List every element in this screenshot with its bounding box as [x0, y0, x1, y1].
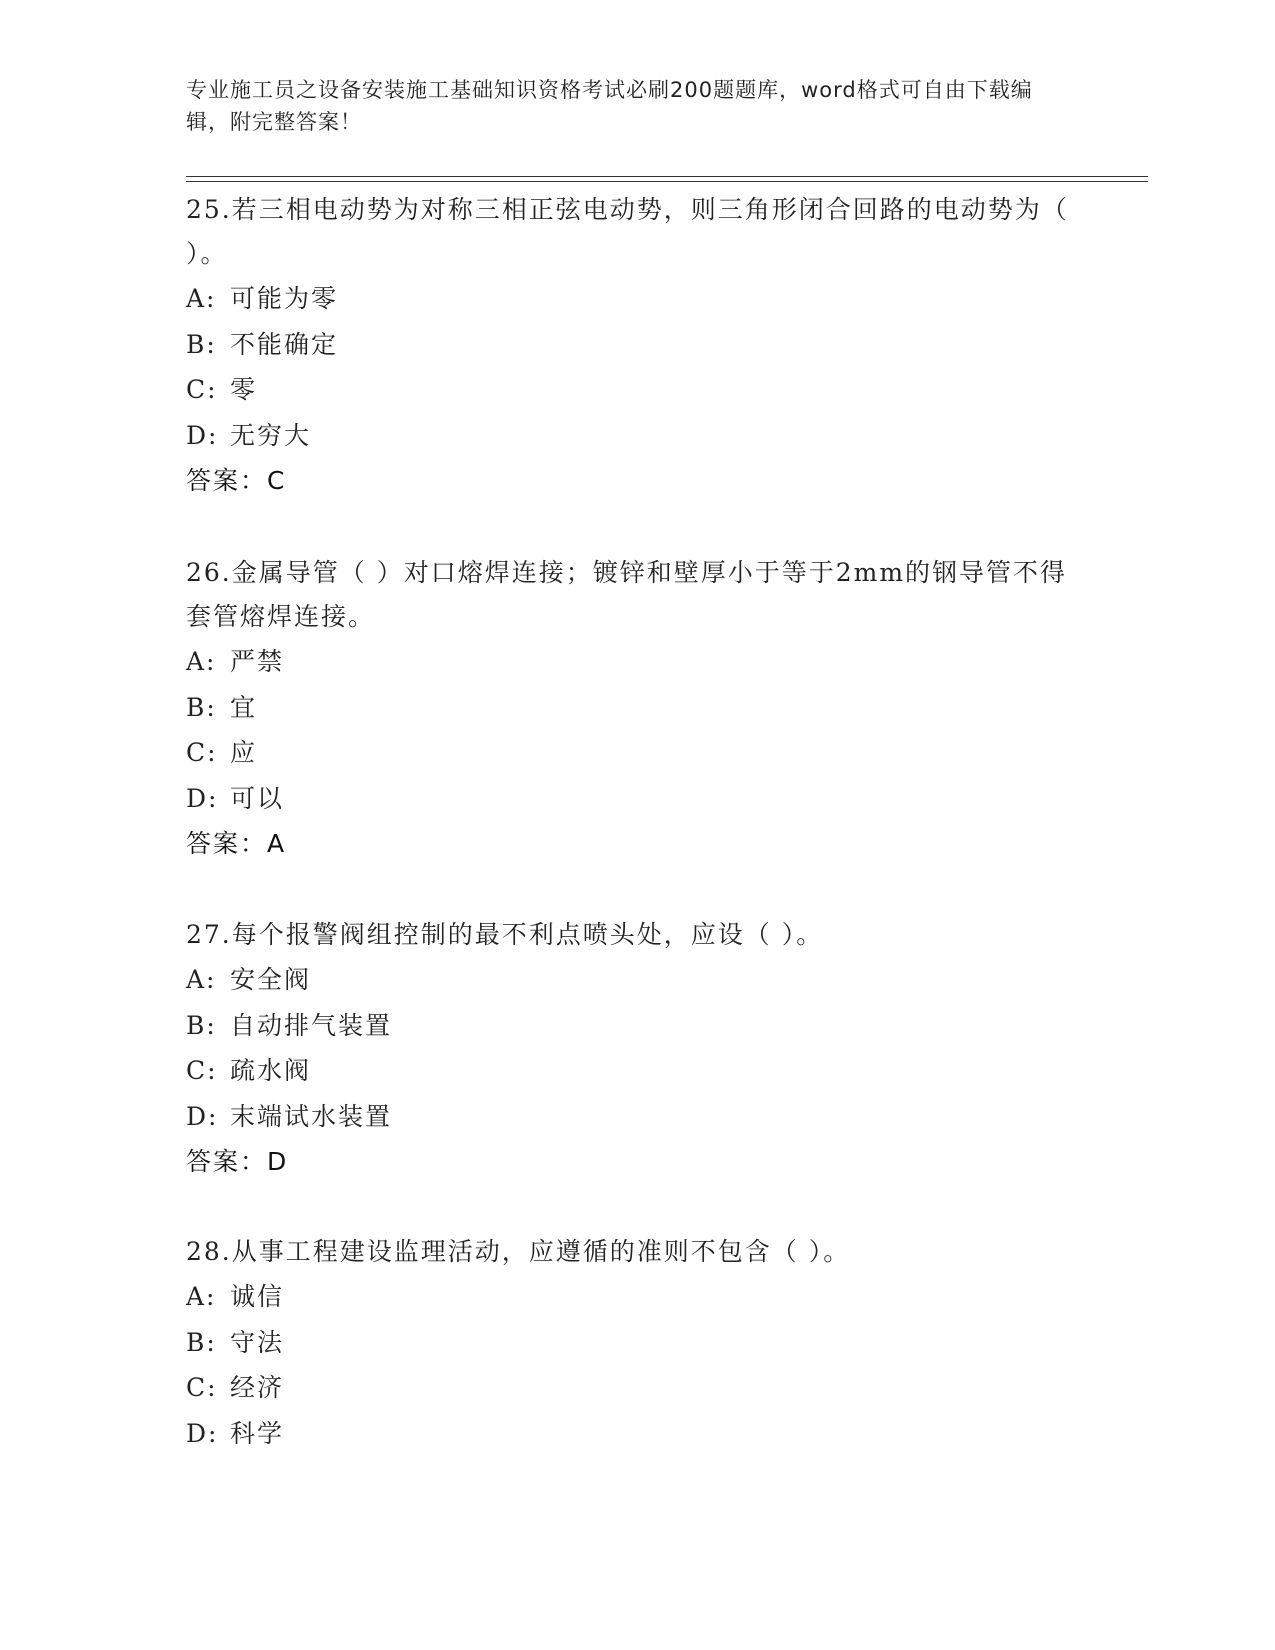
option-text: 科学 — [230, 1418, 285, 1448]
option-letter: C: — [186, 1373, 218, 1402]
option-text: 可以 — [230, 783, 285, 813]
option-text: 守法 — [230, 1327, 285, 1357]
header-divider-top — [186, 176, 1148, 177]
option-text: 严禁 — [230, 647, 285, 676]
option-letter: B: — [186, 1327, 217, 1357]
option-b — [186, 685, 1086, 731]
option-letter: A: — [186, 284, 217, 313]
answer-line: 答案：C — [186, 466, 287, 495]
option-letter: C: — [186, 738, 218, 767]
option-d — [186, 1411, 1086, 1457]
option-text: 末端试水装置 — [230, 1101, 393, 1131]
header-divider-bottom — [186, 181, 1148, 182]
question-stem: 26.金属导管（ ）对口熔焊连接；镀锌和壁厚小于等于2mm的钢导管不得套管熔焊连接。 — [186, 558, 1068, 631]
option-letter: D: — [186, 1418, 219, 1448]
option-letter: D: — [186, 1101, 219, 1131]
option-a — [186, 1274, 1086, 1320]
option-c — [186, 1048, 1086, 1094]
option-letter: A: — [186, 647, 217, 676]
option-text: 无穷大 — [230, 420, 312, 450]
answer-line: 答案：D — [186, 1147, 289, 1176]
question-stem: 25.若三相电动势为对称三相正弦电动势，则三角形闭合回路的电动势为（ ）。 — [186, 195, 1069, 268]
option-text: 可能为零 — [230, 284, 339, 313]
option-letter: B: — [186, 329, 217, 359]
option-letter: D: — [186, 420, 219, 450]
option-letter: A: — [186, 1282, 217, 1311]
option-b — [186, 1003, 1086, 1049]
answer-line: 答案：A — [186, 829, 287, 858]
option-letter: D: — [186, 783, 219, 813]
option-letter: B: — [186, 1010, 217, 1040]
document-header: 专业施工员之设备安装施工基础知识资格考试必刷200题题库，word格式可自由下载编辑，附完整答案！ — [186, 78, 1033, 134]
option-d — [186, 1094, 1086, 1140]
option-letter: A: — [186, 965, 217, 994]
option-text: 零 — [230, 375, 258, 404]
option-text: 疏水阀 — [230, 1056, 312, 1085]
question-27 — [186, 913, 1086, 1184]
option-d — [186, 413, 1086, 459]
option-text: 安全阀 — [230, 965, 312, 994]
option-a — [186, 639, 1086, 685]
option-a — [186, 276, 1086, 322]
question-25 — [186, 188, 1086, 503]
option-b — [186, 322, 1086, 368]
option-text: 诚信 — [230, 1282, 285, 1311]
option-b — [186, 1320, 1086, 1366]
option-letter: B: — [186, 692, 217, 722]
option-c — [186, 730, 1086, 776]
option-text: 不能确定 — [230, 329, 339, 359]
option-text: 自动排气装置 — [230, 1010, 393, 1040]
option-text: 应 — [230, 738, 258, 767]
option-c — [186, 367, 1086, 413]
question-stem: 27.每个报警阀组控制的最不利点喷头处，应设（ ）。 — [186, 920, 824, 949]
option-c — [186, 1365, 1086, 1411]
option-text: 经济 — [230, 1373, 285, 1402]
option-letter: C: — [186, 1056, 218, 1085]
question-stem: 28.从事工程建设监理活动，应遵循的准则不包含（ ）。 — [186, 1237, 851, 1266]
question-26 — [186, 551, 1086, 866]
option-letter: C: — [186, 375, 218, 404]
question-28 — [186, 1230, 1086, 1456]
option-a — [186, 957, 1086, 1003]
option-text: 宜 — [230, 692, 258, 722]
option-d — [186, 776, 1086, 822]
